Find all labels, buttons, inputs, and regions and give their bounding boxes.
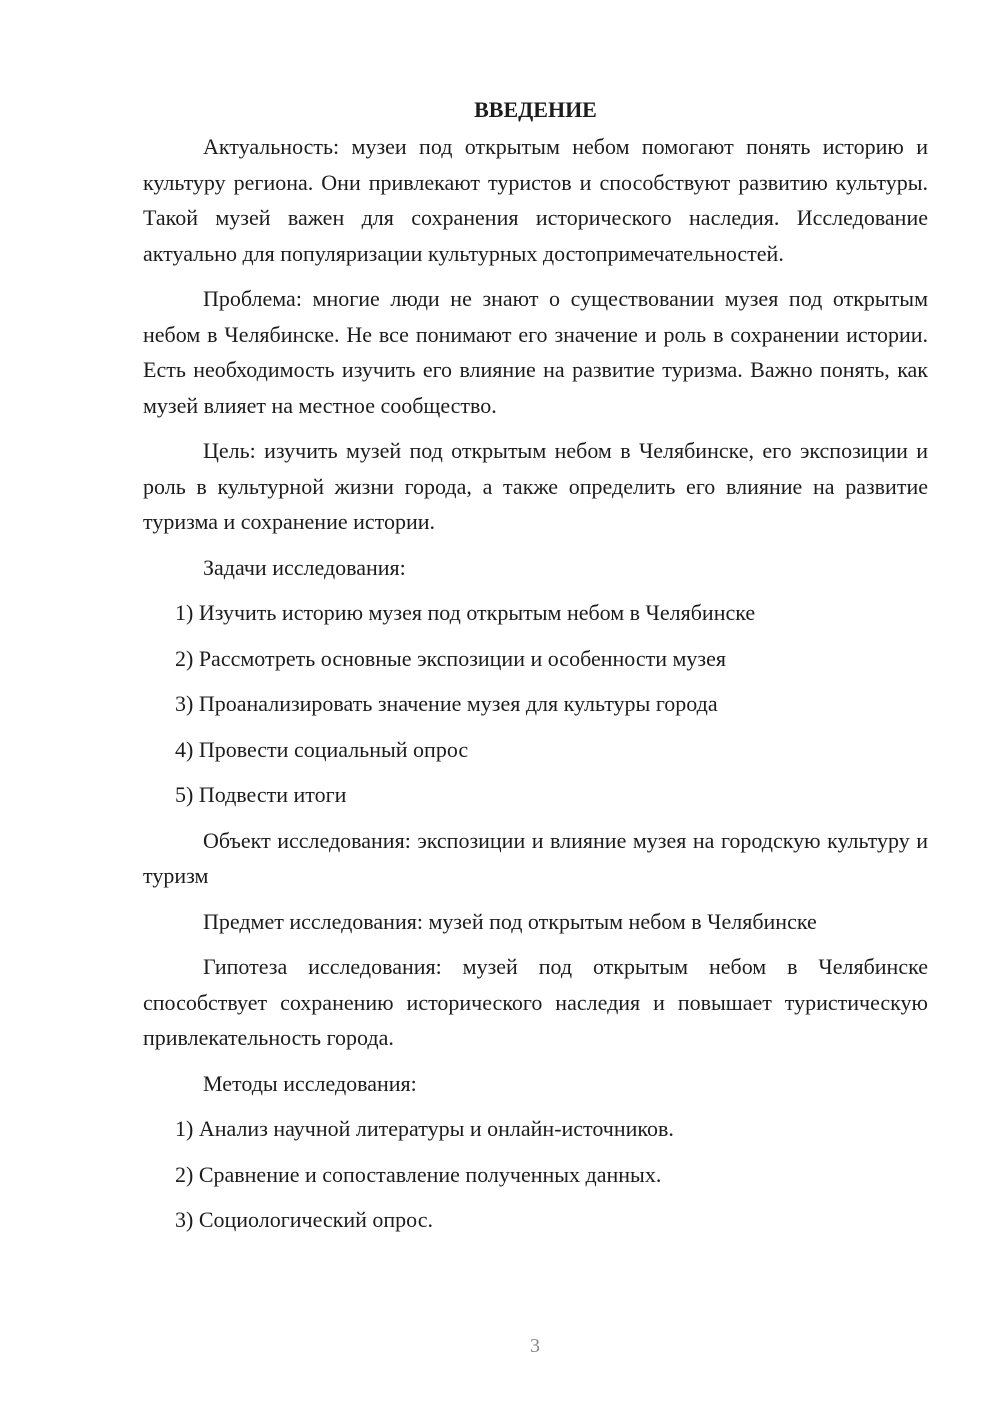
list-item: 4) Провести социальный опрос bbox=[175, 736, 469, 762]
hypothesis-paragraph: Гипотеза исследования: музей под открытым небом в Челябинске способствует сохранению исторического наследия и повышает туристическую привлекательность города. bbox=[143, 954, 928, 1050]
list-item: 2) Сравнение и сопоставление полученных данных. bbox=[175, 1161, 662, 1187]
page-number: 3 bbox=[530, 1335, 540, 1357]
list-item: 3) Проанализировать значение музея для культуры города bbox=[175, 691, 718, 716]
list-item: 1) Анализ научной литературы и онлайн-источников. bbox=[175, 1116, 674, 1141]
methods-heading: Методы исследования: bbox=[203, 1070, 417, 1096]
problem-paragraph: Проблема: многие люди не знают о существовании музея под открытым небом в Челябинске. Не все понимают его значение и роль в сохранении истории. Есть необходимость изучить его влияние на развитие туризма. Важно понять, как музей влияет на местное сообщество. bbox=[143, 286, 928, 418]
relevance-paragraph: Актуальность: музеи под открытым небом помогают понять историю и культуру региона. Они привлекают туристов и способствуют развитию культуры. Такой музей важен для сохранения исторического наследия. Исследование актуально для популяризации культурных достопримечательностей. bbox=[143, 134, 928, 266]
list-item: 3) Социологический опрос. bbox=[175, 1207, 433, 1232]
list-item: 2) Рассмотреть основные экспозиции и особенности музея bbox=[175, 645, 726, 671]
tasks-heading: Задачи исследования: bbox=[203, 554, 406, 580]
tasks-list bbox=[143, 595, 928, 813]
list-item: 1) Изучить историю музея под открытым небом в Челябинске bbox=[175, 600, 756, 625]
subject-paragraph: Предмет исследования: музей под открытым небом в Челябинске bbox=[203, 908, 817, 934]
section-title: ВВЕДЕНИЕ bbox=[474, 97, 597, 122]
object-paragraph: Объект исследования: экспозиции и влияние музея на городскую культуру и туризм bbox=[143, 827, 928, 888]
methods-list bbox=[143, 1111, 928, 1238]
goal-paragraph: Цель: изучить музей под открытым небом в Челябинске, его экспозиции и роль в культурной жизни города, а также определить его влияние на развитие туризма и сохранение истории. bbox=[143, 438, 928, 534]
list-item: 5) Подвести итоги bbox=[175, 782, 347, 807]
document-page bbox=[143, 92, 928, 1248]
